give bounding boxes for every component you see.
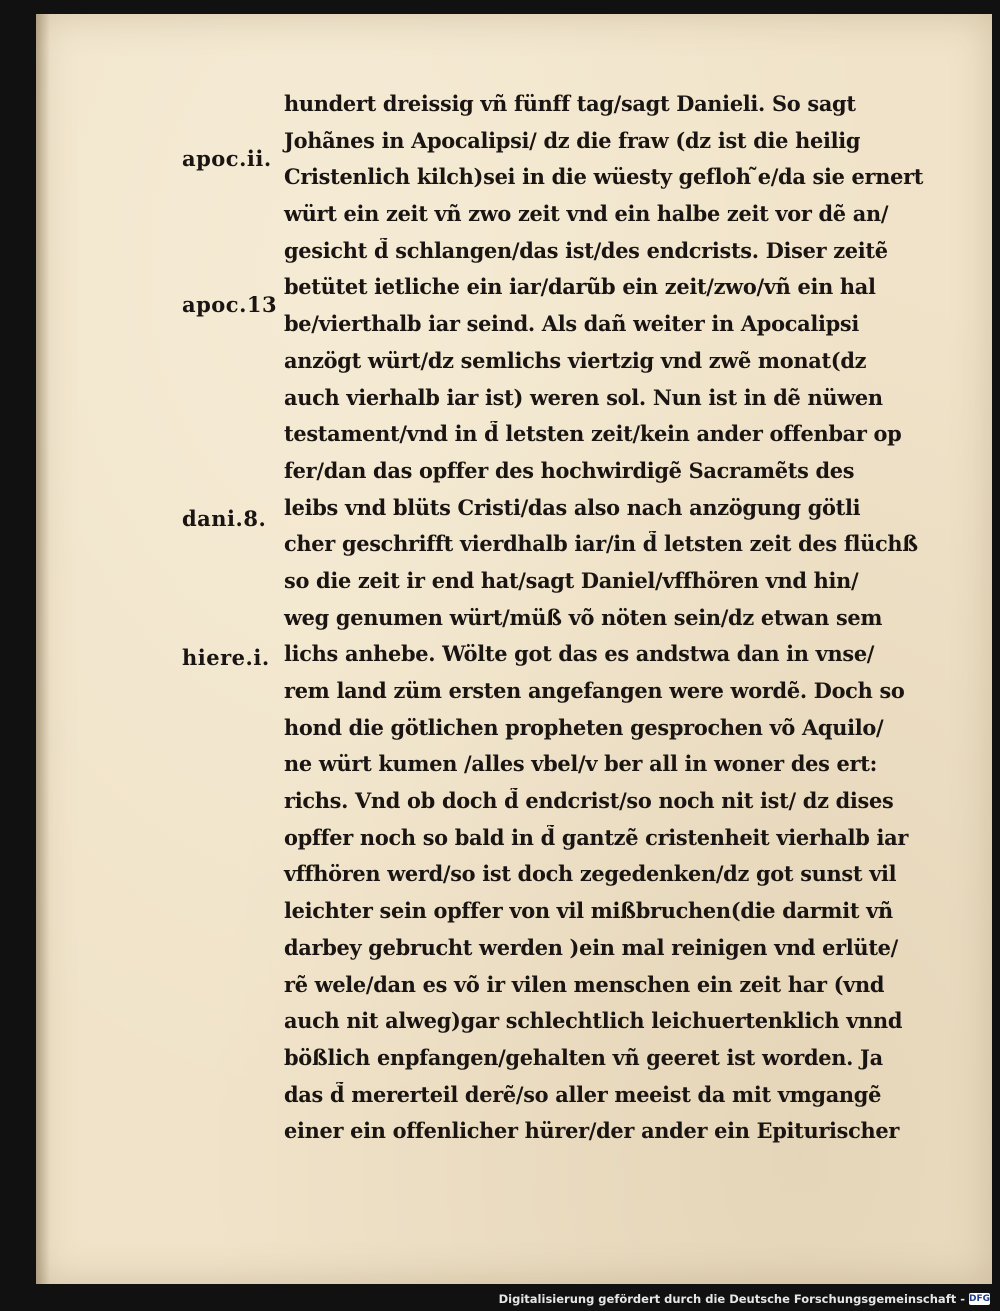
text-line: Cristenlich kilch)sei in die wüesty gefloh ̃e/da sie ernert (284, 164, 924, 190)
text-line: vffhören werd/so ist doch zegedenken/dz got sunst vil (284, 861, 897, 887)
text-line: bößlich enpfangen/gehalten vñ geeret ist worden. Ja (284, 1044, 883, 1070)
text-line: betütet ietliche ein iar/darũb ein zeit/zwo/vñ ein hal (284, 274, 876, 300)
digitization-footer (498, 1290, 990, 1308)
margin-note-apoc-13: apoc.13 (182, 292, 278, 317)
text-line: das d̃ mererteil derẽ/so aller meeist da mit vmgangẽ (284, 1081, 882, 1107)
text-line: würt ein zeit vñ zwo zeit vnd ein halbe zeit vor dẽ an/ (284, 201, 889, 227)
text-line: be/vierthalb iar seind. Als dañ weiter in Apocalipsi (284, 311, 859, 337)
text-line: anzögt würt/dz semlichs viertzig vnd zwẽ monat(dz (284, 347, 867, 373)
text-line: so die zeit ir end hat/sagt Daniel/vffhören vnd hin/ (284, 567, 859, 593)
text-line: cher geschrifft vierdhalb iar/in d̃ letsten zeit des flüchß (284, 531, 918, 557)
dfg-logo-icon: DFG (968, 1294, 990, 1304)
text-line: gesicht d̃ schlangen/das ist/des endcrists. Diser zeitẽ (284, 237, 888, 263)
text-line: lichs anhebe. Wölte got das es andstwa dan in vnse/ (284, 641, 875, 667)
text-line: leibs vnd blüts Cristi/das also nach anzögung götli (284, 494, 861, 520)
text-line: testament/vnd in d̃ letsten zeit/kein ander offenbar op (284, 421, 902, 447)
margin-note-apoc-ii: apoc.ii. (182, 146, 272, 171)
margin-note-hiere-i: hiere.i. (182, 645, 270, 670)
text-line: fer/dan das opffer des hochwirdigẽ Sacramẽts des (284, 457, 855, 483)
text-line: weg genumen würt/müß võ nöten sein/dz etwan sem (284, 604, 883, 630)
main-text-block (284, 86, 944, 1150)
text-line: richs. Vnd ob doch d̃ endcrist/so noch nit ist/ dz dises (284, 788, 894, 814)
footer-credit-text: Digitalisierung gefördert durch die Deutsche Forschungsgemeinschaft - (498, 1292, 965, 1306)
text-line: rẽ wele/dan es võ ir vilen menschen ein zeit har (vnd (284, 971, 885, 997)
text-line: auch nit alweg)gar schlechtlich leichuertenklich vnnd (284, 1008, 903, 1034)
text-line: Johãnes in Apocalipsi/ dz die fraw (dz ist die heilig (284, 127, 861, 153)
text-line: darbey gebrucht werden )ein mal reinigen vnd erlüte/ (284, 934, 898, 960)
text-line: hundert dreissig vñ fünff tag/sagt Danieli. So sagt (284, 91, 856, 116)
text-line: hond die götlichen propheten gesprochen võ Aquilo/ (284, 714, 884, 740)
text-line: opffer noch so bald in d̃ gantzẽ cristenheit vierhalb iar (284, 824, 909, 850)
text-line: ne würt kumen /alles vbel/v ber all in woner des ert: (284, 751, 877, 777)
text-line: leichter sein opffer von vil mißbruchen(die darmit vñ (284, 898, 893, 924)
text-line: auch vierhalb iar ist) weren sol. Nun ist in dẽ nüwen (284, 384, 883, 410)
margin-note-dani-8: dani.8. (182, 506, 267, 531)
text-line: rem land züm ersten angefangen were wordẽ. Doch so (284, 678, 905, 703)
page-gutter-shadow (36, 14, 50, 1284)
text-line: einer ein offenlicher hürer/der ander ein Epiturischer (284, 1118, 900, 1144)
